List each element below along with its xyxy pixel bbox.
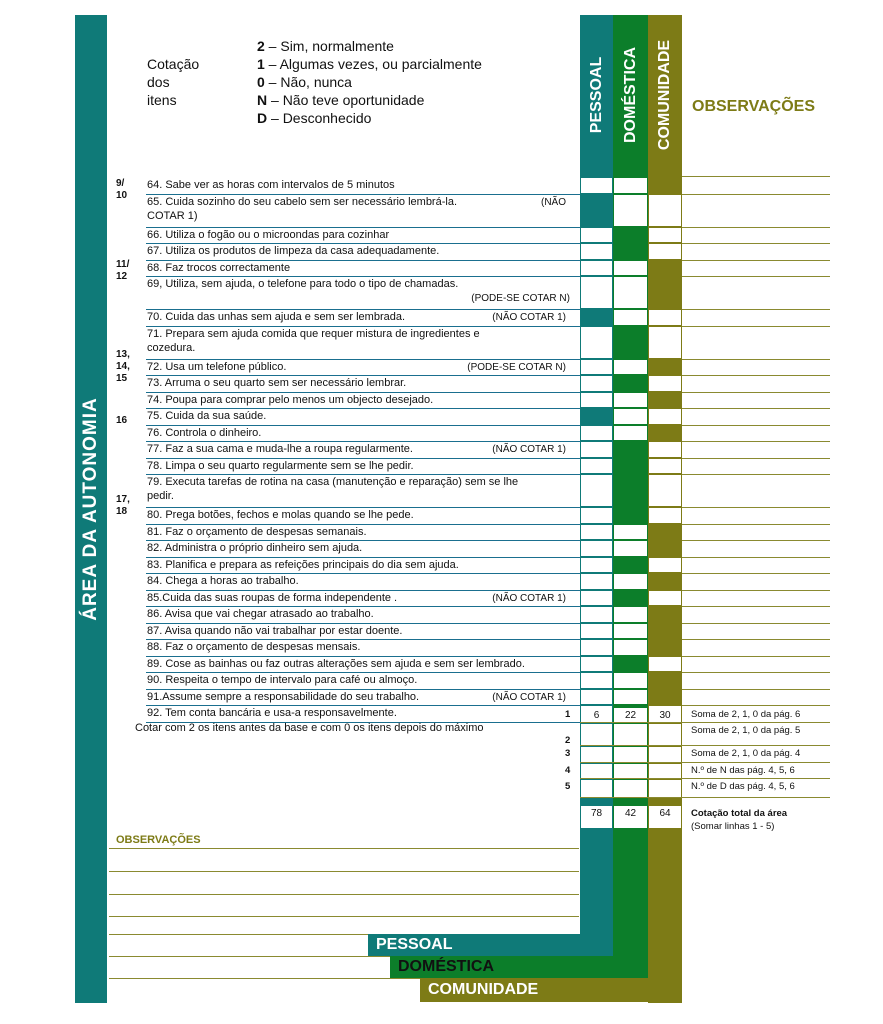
score-cell[interactable] — [581, 657, 612, 672]
score-cell[interactable] — [581, 442, 612, 457]
item-text: 70. Cuida das unhas sem ajuda e sem ser lembrada. — [147, 311, 406, 323]
pessoal-header: PESSOAL — [587, 56, 605, 134]
observation-line — [682, 540, 830, 541]
total-separator — [580, 722, 830, 723]
score-cell[interactable] — [649, 409, 681, 424]
item-text-cont: cozedura. — [147, 341, 196, 354]
row-separator — [146, 392, 580, 393]
score-cell[interactable] — [581, 228, 612, 243]
row-separator — [146, 458, 580, 459]
observation-line — [109, 978, 420, 979]
score-cell[interactable] — [614, 310, 647, 325]
item-text: 87. Avisa quando não vai trabalhar por estar doente. — [147, 624, 403, 637]
total-row-note: Soma de 2, 1, 0 da pág. 5 — [691, 725, 801, 736]
row-separator — [146, 606, 580, 607]
observation-line — [682, 326, 830, 327]
observation-line — [682, 243, 830, 244]
legend-text: – Sim, normalmente — [264, 38, 394, 54]
score-cell[interactable] — [581, 244, 612, 259]
observation-line — [109, 916, 579, 917]
legend-code: 0 — [257, 74, 265, 90]
row-separator — [146, 375, 580, 376]
total-row-number: 4 — [565, 765, 571, 776]
observation-line — [682, 656, 830, 657]
observation-line — [682, 623, 830, 624]
observation-line — [682, 375, 830, 376]
score-cell[interactable] — [614, 640, 647, 655]
item-text-cont: pedir. — [147, 490, 174, 502]
item-text: 80. Prega botões, fechos e molas quando se lhe pede. — [147, 509, 414, 521]
score-cell[interactable] — [614, 360, 647, 375]
item-text: 75. Cuida da sua saúde. — [147, 410, 267, 422]
item-text: 81. Faz o orçamento de despesas semanais. — [147, 525, 367, 538]
comunidade-footer-label: COMUNIDADE — [428, 981, 539, 998]
legend-code: 2 — [257, 38, 265, 54]
score-cell[interactable] — [581, 426, 612, 441]
row-separator — [146, 309, 580, 310]
legend-label-1: Cotação — [147, 56, 200, 72]
legend-label-3: itens — [147, 92, 177, 108]
score-cell[interactable] — [614, 195, 647, 226]
score-cell[interactable] — [581, 607, 612, 622]
group-label: 17, 18 — [116, 494, 130, 517]
score-cell[interactable] — [614, 277, 647, 308]
total-cell[interactable] — [649, 747, 681, 762]
observation-line — [682, 606, 830, 607]
item-note: (NÃO COTAR 1) — [492, 312, 566, 323]
item-text: 91.Assume sempre a responsabilidade do seu trabalho. — [147, 690, 420, 703]
score-cell[interactable] — [581, 459, 612, 474]
row-separator — [146, 359, 580, 360]
group-label: 11/ 12 — [116, 259, 130, 282]
row-separator — [146, 524, 580, 525]
observation-line — [682, 474, 830, 475]
row-separator — [146, 408, 580, 409]
score-cell[interactable] — [581, 558, 612, 573]
score-cell[interactable] — [649, 591, 681, 606]
totals-instruction: Cotar com 2 os itens antes da base e com 0 os itens depois do máximo — [135, 722, 484, 734]
item-text: 77. Faz a sua cama e muda-lhe a roupa regularmente. — [147, 443, 413, 455]
total-row-number: 5 — [565, 781, 571, 792]
observation-line — [682, 276, 830, 277]
score-cell[interactable] — [614, 607, 647, 622]
legend-text: – Não, nunca — [264, 74, 352, 90]
item-note: (NÃO COTAR 1) — [492, 444, 566, 455]
item-text: 90. Respeita o tempo de intervalo para café ou almoço. — [147, 674, 418, 686]
score-cell[interactable] — [581, 277, 612, 308]
observacoes-bottom-title: OBSERVAÇÕES — [116, 834, 201, 846]
item-text: 65. Cuida sozinho do seu cabelo sem ser necessário lembrá-la. — [147, 195, 457, 208]
total-value-pessoal: 6 — [593, 710, 600, 721]
observation-line — [682, 392, 830, 393]
score-cell[interactable] — [581, 508, 612, 523]
row-separator — [146, 326, 580, 327]
row-separator — [146, 260, 580, 261]
final-label: Cotação total da área — [691, 808, 788, 819]
score-cell[interactable] — [649, 657, 681, 672]
score-cell[interactable] — [614, 261, 647, 276]
observation-line — [682, 194, 830, 195]
score-cell[interactable] — [581, 327, 612, 358]
total-separator — [580, 797, 830, 798]
observation-line — [682, 689, 830, 690]
row-separator — [146, 689, 580, 690]
pessoal-footer-label: PESSOAL — [376, 936, 453, 953]
total-cell[interactable] — [581, 764, 612, 778]
legend-code: D — [257, 110, 268, 126]
score-cell[interactable] — [614, 393, 647, 408]
final-domestica: 42 — [624, 808, 637, 819]
item-text: 68. Faz trocos correctamente — [147, 261, 291, 274]
group-label: 16 — [116, 415, 128, 426]
item-text-cont: COTAR 1) — [147, 209, 198, 222]
row-separator — [146, 540, 580, 541]
score-cell[interactable] — [581, 541, 612, 556]
row-separator — [146, 227, 580, 228]
score-cell[interactable] — [614, 426, 647, 441]
total-row-note: Soma de 2, 1, 0 da pág. 4 — [691, 748, 801, 759]
score-cell[interactable] — [649, 244, 681, 259]
item-text: 64. Sabe ver as horas com intervalos de 5 minutos — [147, 179, 395, 191]
total-row-number: 2 — [565, 735, 571, 746]
total-cell[interactable] — [614, 747, 647, 762]
score-cell[interactable] — [581, 640, 612, 655]
total-value-comunidade: 30 — [659, 710, 671, 721]
observation-line — [682, 260, 830, 261]
item-text: 85.Cuida das suas roupas de forma independente . — [147, 591, 398, 604]
score-cell[interactable] — [614, 409, 647, 424]
row-separator — [146, 474, 580, 475]
legend-text: – Desconhecido — [267, 110, 372, 126]
item-text: 72. Usa um telefone público. — [147, 360, 287, 373]
item-text: 67. Utiliza os produtos de limpeza da casa adequadamente. — [147, 245, 440, 257]
observation-line — [682, 590, 830, 591]
row-separator — [146, 672, 580, 673]
item-text: 82. Administra o próprio dinheiro sem ajuda. — [147, 542, 363, 554]
observation-line — [682, 408, 830, 409]
observation-line — [682, 227, 830, 228]
row-separator — [146, 441, 580, 442]
observation-line — [682, 309, 830, 310]
score-cell[interactable] — [581, 393, 612, 408]
score-cell[interactable] — [649, 508, 681, 523]
legend-code: 1 — [257, 56, 265, 72]
legend-text: – Algumas vezes, ou parcialmente — [264, 56, 482, 72]
observation-line — [682, 176, 830, 177]
score-cell[interactable] — [614, 624, 647, 639]
row-separator — [146, 590, 580, 591]
total-separator — [580, 778, 830, 779]
item-note: (NÃO — [541, 196, 566, 208]
final-pessoal: 78 — [590, 808, 603, 819]
row-separator — [146, 194, 580, 195]
item-text: 92. Tem conta bancária e usa-a responsavelmente. — [147, 707, 397, 719]
group-label: 9/ 10 — [116, 178, 128, 201]
score-cell[interactable] — [581, 360, 612, 375]
row-separator — [146, 639, 580, 640]
score-cell[interactable] — [614, 574, 647, 589]
row-separator — [146, 507, 580, 508]
score-cell[interactable] — [581, 178, 612, 193]
total-row-note: N.º de N das pág. 4, 5, 6 — [691, 765, 795, 776]
score-cell[interactable] — [649, 459, 681, 474]
score-cell[interactable] — [614, 673, 647, 688]
legend-label-2: dos — [147, 74, 170, 90]
observation-line — [682, 705, 830, 706]
total-cell[interactable] — [614, 764, 647, 778]
item-text: 86. Avisa que vai chegar atrasado ao trabalho. — [147, 608, 374, 620]
score-cell[interactable] — [649, 228, 681, 243]
observation-line — [109, 934, 368, 935]
total-row-note: N.º de D das pág. 4, 5, 6 — [691, 781, 795, 792]
row-separator — [146, 243, 580, 244]
final-comunidade: 64 — [659, 808, 671, 819]
score-cell[interactable] — [649, 475, 681, 506]
item-note: (PODE-SE COTAR N) — [471, 293, 570, 304]
observation-line — [682, 557, 830, 558]
score-cell[interactable] — [614, 525, 647, 540]
row-separator — [146, 705, 580, 706]
score-cell[interactable] — [581, 376, 612, 391]
total-cell[interactable] — [614, 724, 647, 745]
item-text: 78. Limpa o seu quarto regularmente sem se lhe pedir. — [147, 459, 414, 472]
observation-line — [682, 359, 830, 360]
item-text: 83. Planifica e prepara as refeições principais do dia sem ajuda. — [147, 558, 459, 571]
item-note: (NÃO COTAR 1) — [492, 691, 566, 703]
score-cell[interactable] — [614, 541, 647, 556]
observation-line — [682, 458, 830, 459]
observation-line — [682, 672, 830, 673]
item-text: 88. Faz o orçamento de despesas mensais. — [147, 641, 361, 653]
legend-text: – Não teve oportunidade — [267, 92, 425, 108]
observation-line — [109, 894, 579, 895]
observacoes-header: OBSERVAÇÕES — [692, 98, 815, 115]
item-text: 71. Prepara sem ajuda comida que requer mistura de ingredientes e — [147, 327, 480, 340]
final-sub: (Somar linhas 1 - 5) — [691, 821, 775, 832]
score-cell[interactable] — [581, 574, 612, 589]
score-cell[interactable] — [581, 591, 612, 606]
total-separator — [580, 745, 830, 746]
score-cell[interactable] — [649, 327, 681, 358]
group-label: 13, 14, 15 — [116, 349, 130, 384]
item-text: 89. Cose as bainhas ou faz outras alterações sem ajuda e sem ser lembrado. — [147, 657, 525, 670]
item-text: 73. Arruma o seu quarto sem ser necessário lembrar. — [147, 377, 407, 389]
item-note: (NÃO COTAR 1) — [492, 592, 566, 604]
total-row-note: Soma de 2, 1, 0 da pág. 6 — [691, 709, 801, 720]
comunidade-header: COMUNIDADE — [656, 39, 673, 151]
score-cell[interactable] — [581, 673, 612, 688]
row-separator — [146, 557, 580, 558]
domestica-header: DOMÉSTICA — [621, 47, 639, 143]
score-cell[interactable] — [614, 178, 647, 193]
total-row-number: 1 — [565, 709, 571, 720]
total-separator — [580, 762, 830, 763]
total-cell[interactable] — [581, 780, 612, 797]
score-cell[interactable] — [649, 195, 681, 226]
observation-line — [682, 441, 830, 442]
row-separator — [146, 276, 580, 277]
score-cell[interactable] — [649, 310, 681, 325]
item-text: 79. Executa tarefas de rotina na casa (manutenção e reparação) sem se lhe — [147, 476, 519, 488]
item-text: 66. Utiliza o fogão ou o microondas para cozinhar — [147, 228, 390, 241]
observation-line — [682, 507, 830, 508]
item-text: 69, Utiliza, sem ajuda, o telefone para todo o tipo de chamadas. — [147, 278, 459, 290]
score-cell[interactable] — [649, 442, 681, 457]
total-value-domestica: 22 — [624, 710, 637, 721]
observation-line — [682, 639, 830, 640]
total-cell[interactable] — [614, 780, 647, 797]
score-cell[interactable] — [581, 624, 612, 639]
domestica-footer-label: DOMÉSTICA — [398, 958, 494, 975]
observation-line — [682, 425, 830, 426]
observation-line — [109, 871, 579, 872]
row-separator — [146, 656, 580, 657]
item-text: 84. Chega a horas ao trabalho. — [147, 575, 299, 587]
score-cell[interactable] — [614, 690, 647, 705]
score-cell[interactable] — [649, 558, 681, 573]
item-note: (PODE-SE COTAR N) — [467, 361, 566, 373]
total-cell[interactable] — [649, 724, 681, 745]
total-cell[interactable] — [649, 780, 681, 797]
score-cell[interactable] — [581, 475, 612, 506]
legend-code: N — [257, 92, 268, 108]
observation-line — [109, 956, 390, 957]
side-bar — [75, 15, 107, 1003]
observation-line — [682, 573, 830, 574]
item-text: 76. Controla o dinheiro. — [147, 426, 262, 439]
row-separator — [146, 623, 580, 624]
total-cell[interactable] — [581, 747, 612, 762]
side-title: ÁREA DA AUTONOMIA — [80, 397, 101, 621]
total-row-number: 3 — [565, 748, 571, 759]
item-text: 74. Poupa para comprar pelo menos um objecto desejado. — [147, 393, 434, 406]
total-cell[interactable] — [581, 724, 612, 745]
score-cell[interactable] — [581, 525, 612, 540]
score-cell[interactable] — [581, 690, 612, 705]
observation-line — [682, 524, 830, 525]
row-separator — [146, 573, 580, 574]
row-separator — [146, 425, 580, 426]
observation-line — [109, 848, 579, 849]
score-cell[interactable] — [649, 376, 681, 391]
score-cell[interactable] — [581, 261, 612, 276]
total-cell[interactable] — [649, 764, 681, 778]
